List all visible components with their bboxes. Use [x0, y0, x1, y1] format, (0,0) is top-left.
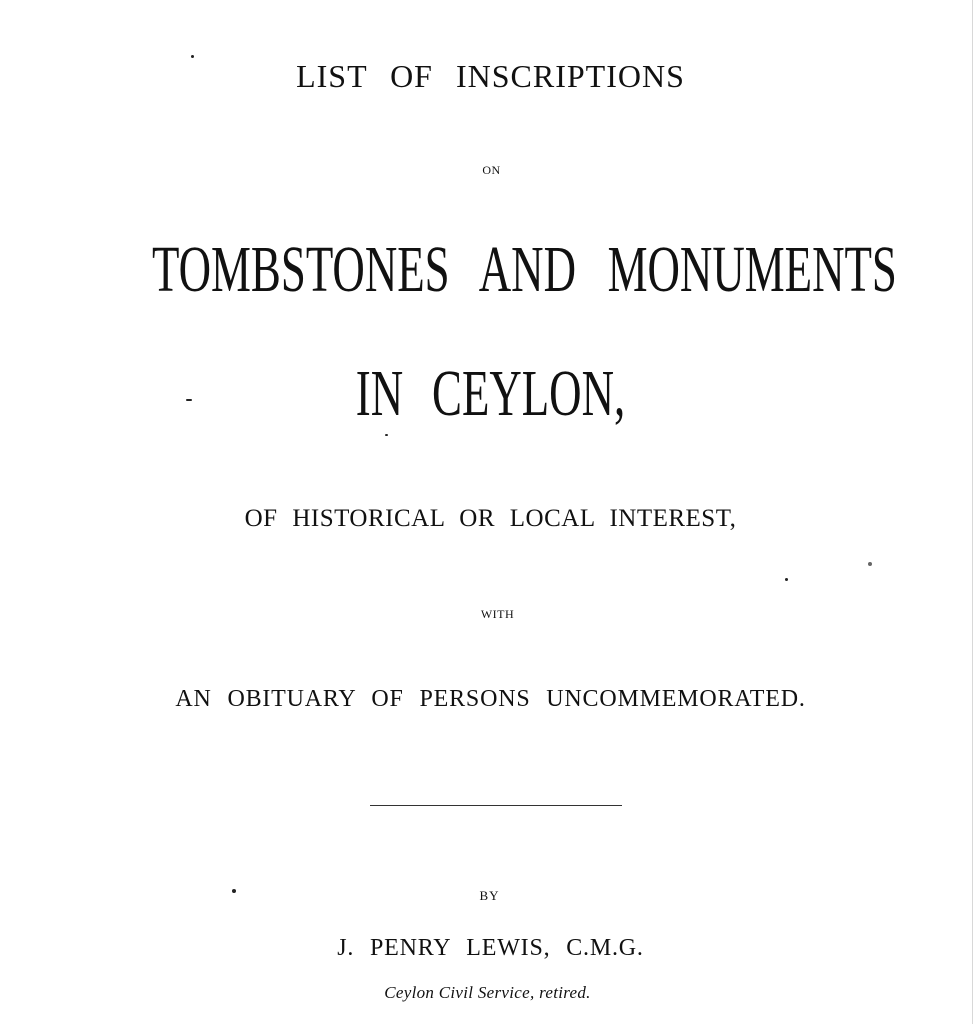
main-title: TOMBSTONES AND MONUMENTS	[152, 233, 897, 306]
author-affiliation: Ceylon Civil Service, retired.	[384, 983, 591, 1002]
subtitle-with: WITH	[480, 607, 515, 621]
author-name: J. PENRY LEWIS, C.M.G.	[337, 935, 644, 961]
print-speck	[385, 434, 388, 436]
print-speck	[232, 889, 236, 893]
divider-rule	[370, 805, 622, 806]
print-speck	[186, 399, 192, 401]
title-line-on: ON	[482, 163, 501, 177]
print-speck	[868, 562, 872, 566]
subtitle-obituary: AN OBITUARY OF PERSONS UNCOMMEMORATED.	[175, 686, 806, 712]
print-speck	[785, 578, 788, 581]
print-speck	[191, 55, 194, 58]
main-title-place: IN CEYLON,	[355, 357, 626, 430]
by-label: BY	[479, 888, 500, 903]
subtitle-interest: OF HISTORICAL OR LOCAL INTEREST,	[244, 505, 737, 532]
title-line-list: LIST OF INSCRIPTIONS	[296, 58, 685, 94]
